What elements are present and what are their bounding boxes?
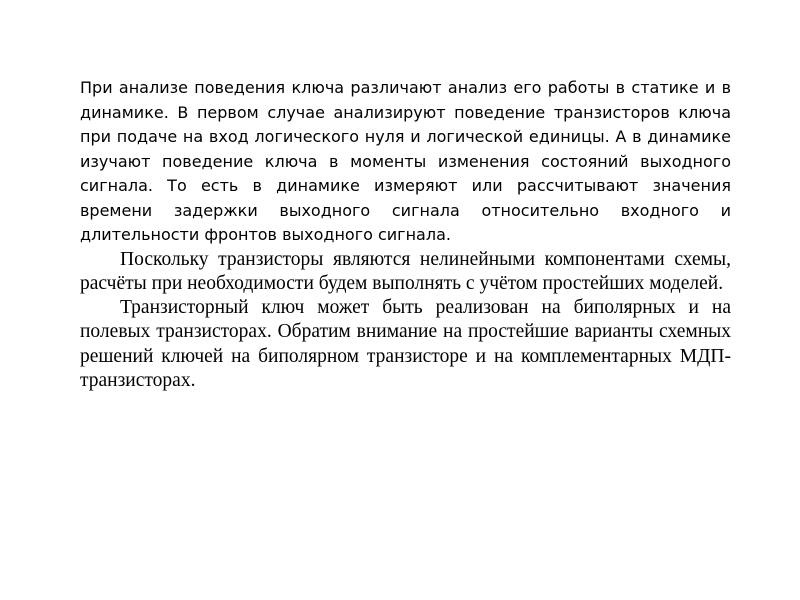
paragraph-nonlinear-models: Поскольку транзисторы являются нелинейными компонентами схемы, расчёты при необходимости будем выполнять с учётом простейших моделей. [80,248,731,294]
paragraph-statics-dynamics: При анализе поведения ключа различают анализ его работы в статике и в динамике. В первом случае анализируют поведение транзисторов ключа при подаче на вход логического нуля и логической единицы. А в динамике изучают поведение ключа в моменты изменения состояний выходного сигнала. То есть в динамике измеряют или рассчитывают значения времени задержки выходного сигнала относительно входного и длительности фронтов выходного сигнала. [80,78,731,244]
text-block [80,76,731,393]
paragraph-transistor-switch: Транзисторный ключ может быть реализован на биполярных и на полевых транзисторах. Обратим внимание на простейшие варианты схемных решений ключей на биполярном транзисторе и на комплементарных МДП-транзисторах. [80,297,731,391]
